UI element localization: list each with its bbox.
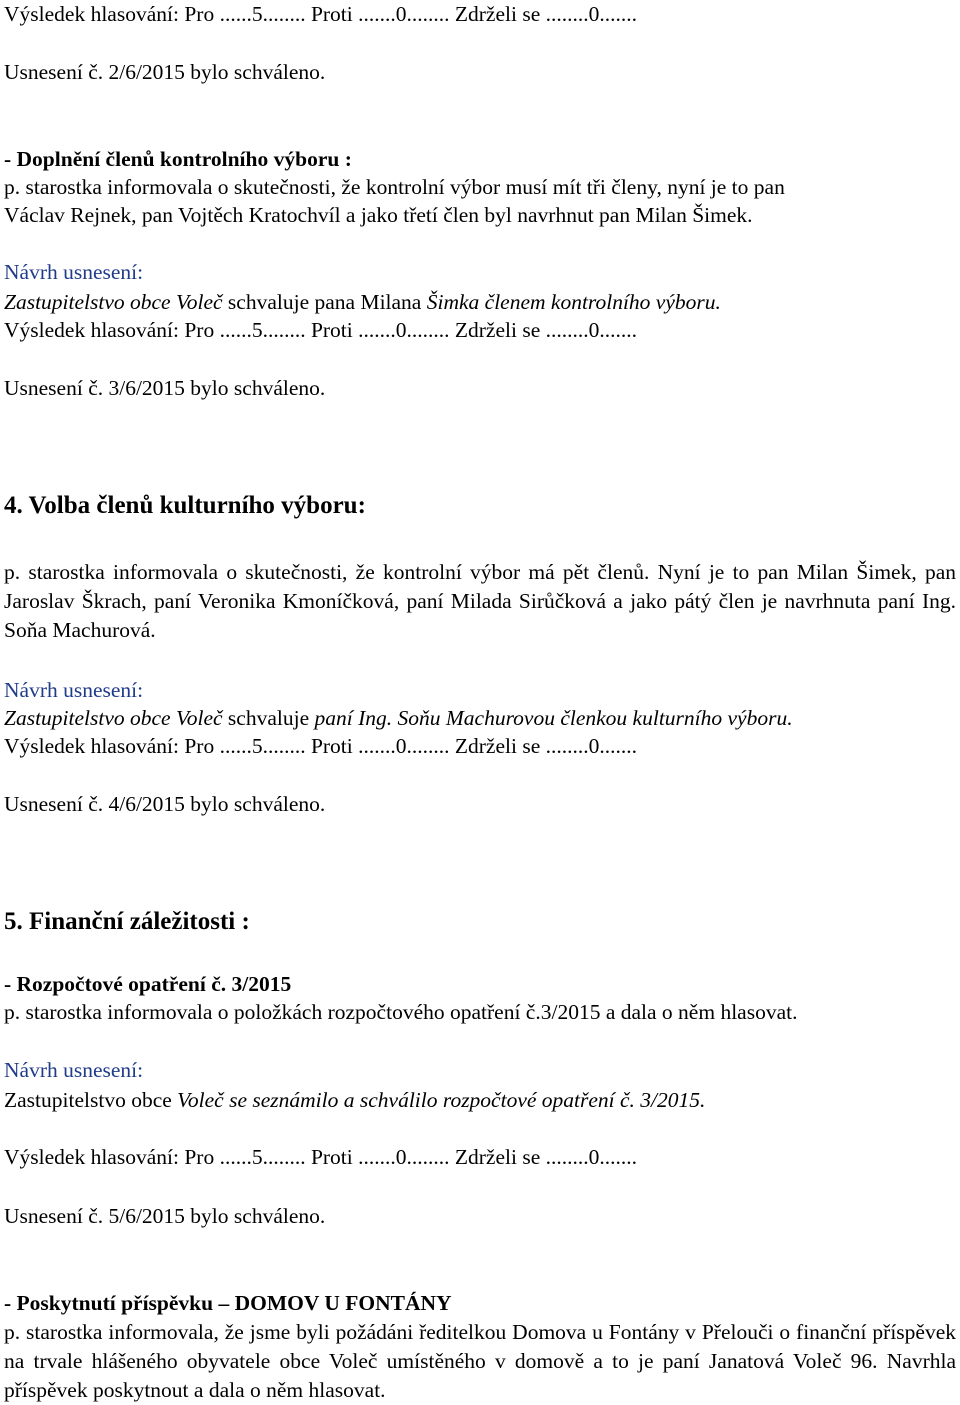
proposal-label-financni: Návrh usnesení: <box>4 1058 144 1082</box>
vote-result-3: Výsledek hlasování: Pro ......5........ Proti .......0........ Zdrželi se ........0....... <box>4 318 637 342</box>
vote-result-2: Výsledek hlasování: Pro ......5........ Proti .......0........ Zdrželi se ........0....... <box>4 2 637 26</box>
resolution-4: Usnesení č. 4/6/2015 bylo schváleno. <box>4 792 326 816</box>
proposal-text-kulturni <box>4 704 956 732</box>
domov-para: p. starostka informovala, že jsme byli požádáni ředitelkou Domova u Fontány v Přelouči o finanční příspěvek na trvale hlášeného obyvatele obce Voleč umístěného v domově a to je paní Janatová Voleč 96. Navrhla příspěvek poskytnout a dala o něm hlasovat. <box>4 1320 956 1402</box>
section-title-kontrolni: - Doplnění členů kontrolního výboru : <box>4 147 352 171</box>
proposal-part-b: schvaluje <box>222 706 315 730</box>
section-title-financni: 5. Finanční záležitosti : <box>4 908 250 935</box>
financni-para: p. starostka informovala o položkách rozpočtového opatření č.3/2015 a dala o něm hlasovat. <box>4 1000 798 1024</box>
proposal-part-b: Voleč se seznámilo a schválilo rozpočtové opatření č. 3/2015. <box>177 1088 706 1112</box>
vote-result-5: Výsledek hlasování: Pro ......5........ Proti .......0........ Zdrželi se ........0....... <box>4 1145 637 1169</box>
proposal-label-kulturni: Návrh usnesení: <box>4 678 144 702</box>
proposal-part-a: Zastupitelstvo obce Voleč <box>4 706 223 730</box>
resolution-2: Usnesení č. 2/6/2015 bylo schváleno. <box>4 60 326 84</box>
kontrolni-para-line1: p. starostka informovala o skutečnosti, že kontrolní výbor musí mít tři členy, nyní je to pan <box>4 175 785 199</box>
proposal-part-c: Šimka členem kontrolního výboru. <box>426 290 721 314</box>
proposal-text-financni <box>4 1086 956 1114</box>
kulturni-para: p. starostka informovala o skutečnosti, že kontrolní výbor má pět členů. Nyní je to pan Milan Šimek, pan Jaroslav Škrach, paní Veronika Kmoníčková, paní Milada Sirůčková a jako pátý člen je navrhnuta paní Ing. Soňa Machurová. <box>4 560 956 642</box>
proposal-part-a: Zastupitelstvo obce Voleč <box>4 290 223 314</box>
proposal-label-kontrolni: Návrh usnesení: <box>4 260 144 284</box>
proposal-part-a: Zastupitelstvo obce <box>4 1088 178 1112</box>
proposal-text-kontrolni <box>4 288 956 316</box>
kontrolni-para-line2: Václav Rejnek, pan Vojtěch Kratochvíl a jako třetí člen byl navrhnut pan Milan Šimek. <box>4 203 753 227</box>
resolution-5: Usnesení č. 5/6/2015 bylo schváleno. <box>4 1204 326 1228</box>
proposal-part-b: schvaluje pana Milana <box>222 290 427 314</box>
vote-result-4: Výsledek hlasování: Pro ......5........ Proti .......0........ Zdrželi se ........0....... <box>4 734 637 758</box>
subsection-title-rozpoctove: - Rozpočtové opatření č. 3/2015 <box>4 972 292 996</box>
proposal-part-c: paní Ing. Soňu Machurovou členkou kulturního výboru. <box>314 706 793 730</box>
resolution-3: Usnesení č. 3/6/2015 bylo schváleno. <box>4 376 326 400</box>
subsection-title-domov: - Poskytnutí příspěvku – DOMOV U FONTÁNY <box>4 1291 452 1315</box>
section-title-kulturni: 4. Volba členů kulturního výboru: <box>4 492 366 519</box>
